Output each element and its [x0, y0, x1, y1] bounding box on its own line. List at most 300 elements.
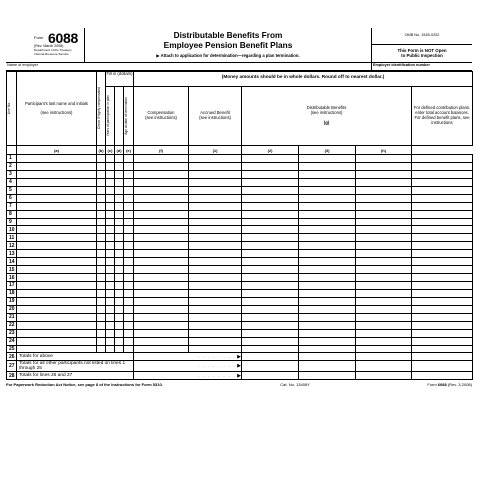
- table-cell[interactable]: [356, 218, 412, 226]
- table-cell[interactable]: [299, 162, 356, 170]
- table-cell[interactable]: [242, 186, 299, 194]
- table-cell[interactable]: [189, 178, 242, 186]
- table-cell[interactable]: [356, 289, 412, 297]
- table-cell[interactable]: [115, 282, 124, 290]
- table-cell[interactable]: [242, 313, 299, 321]
- table-cell[interactable]: [412, 162, 473, 170]
- table-cell[interactable]: [106, 202, 115, 210]
- table-cell[interactable]: [115, 274, 124, 282]
- table-cell[interactable]: [124, 329, 134, 337]
- table-cell[interactable]: [124, 321, 134, 329]
- table-row: [7, 274, 473, 282]
- table-cell[interactable]: [106, 274, 115, 282]
- table-cell[interactable]: [356, 170, 412, 178]
- table-cell[interactable]: [356, 274, 412, 282]
- table-cell[interactable]: [17, 289, 97, 297]
- table-cell[interactable]: [17, 274, 97, 282]
- table-cell[interactable]: [134, 170, 189, 178]
- table-cell[interactable]: [299, 266, 356, 274]
- table-cell[interactable]: [134, 250, 189, 258]
- table-cell[interactable]: [356, 194, 412, 202]
- table-cell[interactable]: [412, 282, 473, 290]
- table-cell[interactable]: [106, 178, 115, 186]
- table-cell[interactable]: [242, 266, 299, 274]
- table-cell[interactable]: [115, 170, 124, 178]
- table-cell[interactable]: [412, 321, 473, 329]
- table-cell[interactable]: [356, 266, 412, 274]
- table-cell[interactable]: [124, 337, 134, 345]
- table-cell[interactable]: [189, 234, 242, 242]
- table-cell[interactable]: [189, 329, 242, 337]
- table-cell[interactable]: [242, 305, 299, 313]
- defined-contrib-label: For defined contribution plans, enter total account balances. For defined benefit plans, see instructions: [413, 105, 471, 125]
- table-cell[interactable]: [189, 202, 242, 210]
- table-cell[interactable]: [356, 226, 412, 234]
- totals-cell[interactable]: [412, 353, 473, 361]
- leader-dots: . . . . . . . .: [198, 353, 237, 359]
- table-cell[interactable]: [97, 282, 106, 290]
- table-cell[interactable]: [189, 289, 242, 297]
- table-cell[interactable]: [189, 337, 242, 345]
- table-cell[interactable]: [412, 305, 473, 313]
- table-cell[interactable]: [115, 186, 124, 194]
- table-cell[interactable]: [97, 194, 106, 202]
- table-cell[interactable]: [189, 321, 242, 329]
- table-cell[interactable]: [124, 297, 134, 305]
- table-cell[interactable]: [299, 305, 356, 313]
- table-cell[interactable]: [106, 226, 115, 234]
- table-cell[interactable]: [299, 274, 356, 282]
- table-cell[interactable]: [412, 313, 473, 321]
- employer-name-field[interactable]: Name of employer: [7, 63, 39, 67]
- table-cell[interactable]: [356, 234, 412, 242]
- totals-cell[interactable]: [356, 361, 412, 372]
- table-cell[interactable]: [412, 297, 473, 305]
- table-cell[interactable]: [17, 297, 97, 305]
- table-cell[interactable]: [124, 170, 134, 178]
- table-cell[interactable]: [115, 242, 124, 250]
- table-cell[interactable]: [97, 218, 106, 226]
- table-cell[interactable]: [242, 345, 299, 353]
- table-cell[interactable]: [115, 266, 124, 274]
- table-cell[interactable]: [124, 155, 134, 163]
- table-cell[interactable]: [97, 321, 106, 329]
- table-cell[interactable]: [97, 234, 106, 242]
- table-cell[interactable]: [106, 266, 115, 274]
- table-cell[interactable]: [115, 178, 124, 186]
- table-cell[interactable]: [17, 250, 97, 258]
- table-cell[interactable]: [134, 162, 189, 170]
- table-cell[interactable]: [17, 218, 97, 226]
- table-cell[interactable]: [412, 170, 473, 178]
- table-cell[interactable]: [97, 202, 106, 210]
- table-cell[interactable]: [299, 258, 356, 266]
- table-cell[interactable]: [412, 337, 473, 345]
- table-cell[interactable]: [299, 234, 356, 242]
- table-cell[interactable]: [106, 258, 115, 266]
- table-cell[interactable]: [97, 313, 106, 321]
- table-cell[interactable]: [124, 242, 134, 250]
- table-cell[interactable]: [356, 250, 412, 258]
- table-cell[interactable]: [412, 258, 473, 266]
- totals-cell[interactable]: [299, 372, 356, 380]
- totals-cell[interactable]: [242, 372, 299, 380]
- line-number: 8: [7, 210, 17, 218]
- table-cell[interactable]: [412, 226, 473, 234]
- table-cell[interactable]: [299, 321, 356, 329]
- table-cell[interactable]: [106, 345, 115, 353]
- table-cell[interactable]: [299, 250, 356, 258]
- table-cell[interactable]: [356, 178, 412, 186]
- table-cell[interactable]: [97, 170, 106, 178]
- table-cell[interactable]: [17, 186, 97, 194]
- table-cell[interactable]: [17, 337, 97, 345]
- table-cell[interactable]: [124, 345, 134, 353]
- table-cell[interactable]: [17, 345, 97, 353]
- table-cell[interactable]: [412, 289, 473, 297]
- table-cell[interactable]: [134, 234, 189, 242]
- table-cell[interactable]: [134, 313, 189, 321]
- table-cell[interactable]: [115, 226, 124, 234]
- table-cell[interactable]: [106, 321, 115, 329]
- table-cell[interactable]: [189, 274, 242, 282]
- table-cell[interactable]: [412, 266, 473, 274]
- table-cell[interactable]: [106, 297, 115, 305]
- table-cell[interactable]: [115, 329, 124, 337]
- table-cell[interactable]: [242, 250, 299, 258]
- table-cell[interactable]: [189, 170, 242, 178]
- table-cell[interactable]: [97, 345, 106, 353]
- table-cell[interactable]: [134, 321, 189, 329]
- table-cell[interactable]: [17, 202, 97, 210]
- table-cell[interactable]: [124, 178, 134, 186]
- table-cell[interactable]: [299, 186, 356, 194]
- table-cell[interactable]: [412, 345, 473, 353]
- table-cell[interactable]: [134, 178, 189, 186]
- table-cell[interactable]: [299, 289, 356, 297]
- table-cell[interactable]: [242, 337, 299, 345]
- table-cell[interactable]: [356, 155, 412, 163]
- table-cell[interactable]: [106, 289, 115, 297]
- table-cell[interactable]: [17, 242, 97, 250]
- table-cell[interactable]: [412, 210, 473, 218]
- table-cell[interactable]: [17, 210, 97, 218]
- table-cell[interactable]: [356, 313, 412, 321]
- table-cell[interactable]: [106, 305, 115, 313]
- table-cell[interactable]: [189, 218, 242, 226]
- table-cell[interactable]: [106, 250, 115, 258]
- table-cell[interactable]: [299, 242, 356, 250]
- table-cell[interactable]: [97, 305, 106, 313]
- table-cell[interactable]: [115, 218, 124, 226]
- table-cell[interactable]: [189, 162, 242, 170]
- table-cell[interactable]: [299, 194, 356, 202]
- table-cell[interactable]: [106, 313, 115, 321]
- totals-cell[interactable]: [242, 353, 299, 361]
- table-cell[interactable]: [356, 321, 412, 329]
- table-cell[interactable]: [17, 329, 97, 337]
- table-cell[interactable]: [299, 170, 356, 178]
- table-cell[interactable]: [115, 250, 124, 258]
- table-cell[interactable]: [134, 305, 189, 313]
- table-cell[interactable]: [189, 242, 242, 250]
- column-letter: (b): [98, 147, 104, 153]
- table-cell[interactable]: [115, 258, 124, 266]
- table-cell[interactable]: [242, 329, 299, 337]
- table-cell[interactable]: [115, 289, 124, 297]
- table-cell[interactable]: [17, 155, 97, 163]
- table-cell[interactable]: [106, 186, 115, 194]
- table-cell[interactable]: [189, 345, 242, 353]
- table-cell[interactable]: [412, 234, 473, 242]
- table-cell[interactable]: [134, 242, 189, 250]
- totals-cell[interactable]: [242, 361, 299, 372]
- table-cell[interactable]: [17, 282, 97, 290]
- table-cell[interactable]: [242, 155, 299, 163]
- table-cell[interactable]: [356, 162, 412, 170]
- table-cell[interactable]: [97, 329, 106, 337]
- table-cell[interactable]: [134, 345, 189, 353]
- table-cell[interactable]: [134, 186, 189, 194]
- table-cell[interactable]: [134, 274, 189, 282]
- table-cell[interactable]: [356, 345, 412, 353]
- table-cell[interactable]: [134, 218, 189, 226]
- table-cell[interactable]: [356, 202, 412, 210]
- table-cell[interactable]: [124, 162, 134, 170]
- table-cell[interactable]: [17, 194, 97, 202]
- table-cell[interactable]: [115, 194, 124, 202]
- totals-cell[interactable]: [412, 361, 473, 372]
- table-cell[interactable]: [299, 202, 356, 210]
- table-cell[interactable]: [189, 194, 242, 202]
- table-cell[interactable]: [17, 226, 97, 234]
- table-cell[interactable]: [124, 234, 134, 242]
- totals-cell[interactable]: [299, 361, 356, 372]
- table-cell[interactable]: [299, 155, 356, 163]
- table-cell[interactable]: [299, 226, 356, 234]
- table-cell[interactable]: [242, 274, 299, 282]
- table-cell[interactable]: [106, 210, 115, 218]
- table-cell[interactable]: [124, 282, 134, 290]
- table-cell[interactable]: [106, 282, 115, 290]
- table-cell[interactable]: [242, 282, 299, 290]
- table-cell[interactable]: [189, 155, 242, 163]
- table-cell[interactable]: [189, 297, 242, 305]
- table-cell[interactable]: [134, 297, 189, 305]
- table-cell[interactable]: [106, 337, 115, 345]
- table-cell[interactable]: [106, 162, 115, 170]
- line-number: 17: [7, 282, 17, 290]
- table-cell[interactable]: [115, 234, 124, 242]
- table-cell[interactable]: [124, 202, 134, 210]
- table-cell[interactable]: [189, 226, 242, 234]
- table-cell[interactable]: [242, 226, 299, 234]
- totals-cell[interactable]: [356, 353, 412, 361]
- table-cell[interactable]: [134, 210, 189, 218]
- table-cell[interactable]: [242, 321, 299, 329]
- table-cell[interactable]: [356, 297, 412, 305]
- table-cell[interactable]: [115, 305, 124, 313]
- table-cell[interactable]: [356, 282, 412, 290]
- table-cell[interactable]: [189, 258, 242, 266]
- table-cell[interactable]: [299, 337, 356, 345]
- table-cell[interactable]: [189, 282, 242, 290]
- table-cell[interactable]: [115, 210, 124, 218]
- table-cell[interactable]: [115, 155, 124, 163]
- table-cell[interactable]: [189, 266, 242, 274]
- table-cell[interactable]: [356, 186, 412, 194]
- table-cell[interactable]: [412, 202, 473, 210]
- table-cell[interactable]: [299, 210, 356, 218]
- totals-cell[interactable]: [299, 353, 356, 361]
- table-cell[interactable]: [356, 258, 412, 266]
- table-cell[interactable]: [17, 305, 97, 313]
- table-cell[interactable]: [115, 345, 124, 353]
- table-cell[interactable]: [412, 186, 473, 194]
- totals-cell[interactable]: [412, 372, 473, 380]
- table-cell[interactable]: [299, 297, 356, 305]
- table-cell[interactable]: [356, 210, 412, 218]
- table-cell[interactable]: [134, 329, 189, 337]
- table-cell[interactable]: [115, 321, 124, 329]
- table-cell[interactable]: [17, 234, 97, 242]
- table-cell[interactable]: [106, 329, 115, 337]
- table-cell[interactable]: [299, 329, 356, 337]
- table-cell[interactable]: [115, 297, 124, 305]
- ein-field[interactable]: Employer identification number: [371, 63, 472, 70]
- table-cell[interactable]: [189, 186, 242, 194]
- table-cell[interactable]: [106, 155, 115, 163]
- table-cell[interactable]: [412, 242, 473, 250]
- table-cell[interactable]: [356, 329, 412, 337]
- table-cell[interactable]: [97, 258, 106, 266]
- table-cell[interactable]: [412, 178, 473, 186]
- table-cell[interactable]: [242, 202, 299, 210]
- table-cell[interactable]: [97, 155, 106, 163]
- table-cell[interactable]: [115, 162, 124, 170]
- table-cell[interactable]: [17, 321, 97, 329]
- table-cell[interactable]: [299, 218, 356, 226]
- table-cell[interactable]: [115, 202, 124, 210]
- table-row: [7, 194, 473, 202]
- table-cell[interactable]: [97, 250, 106, 258]
- table-cell[interactable]: [134, 194, 189, 202]
- table-cell[interactable]: [412, 218, 473, 226]
- table-cell[interactable]: [134, 258, 189, 266]
- table-cell[interactable]: [356, 305, 412, 313]
- table-cell[interactable]: [412, 250, 473, 258]
- table-cell[interactable]: [124, 194, 134, 202]
- table-cell[interactable]: [124, 289, 134, 297]
- table-cell[interactable]: [134, 226, 189, 234]
- table-cell[interactable]: [189, 305, 242, 313]
- table-cell[interactable]: [124, 218, 134, 226]
- table-cell[interactable]: [412, 329, 473, 337]
- table-cell[interactable]: [299, 313, 356, 321]
- table-cell[interactable]: [106, 242, 115, 250]
- table-cell[interactable]: [124, 250, 134, 258]
- table-cell[interactable]: [97, 186, 106, 194]
- table-cell[interactable]: [106, 218, 115, 226]
- totals-row: [7, 353, 473, 361]
- table-cell[interactable]: [299, 282, 356, 290]
- table-cell[interactable]: [299, 178, 356, 186]
- table-cell[interactable]: [97, 337, 106, 345]
- table-cell[interactable]: [356, 242, 412, 250]
- table-cell[interactable]: [134, 337, 189, 345]
- table-cell[interactable]: [97, 178, 106, 186]
- table-cell[interactable]: [115, 337, 124, 345]
- table-cell[interactable]: [412, 155, 473, 163]
- table-cell[interactable]: [124, 305, 134, 313]
- table-cell[interactable]: [242, 218, 299, 226]
- table-cell[interactable]: [189, 313, 242, 321]
- form-label: Form: [34, 35, 44, 40]
- table-cell[interactable]: [134, 282, 189, 290]
- table-cell[interactable]: [17, 178, 97, 186]
- table-cell[interactable]: [124, 226, 134, 234]
- table-cell[interactable]: [242, 178, 299, 186]
- table-cell[interactable]: [242, 242, 299, 250]
- table-cell[interactable]: [242, 258, 299, 266]
- table-cell[interactable]: [17, 266, 97, 274]
- table-cell[interactable]: [97, 210, 106, 218]
- table-cell[interactable]: [124, 186, 134, 194]
- table-cell[interactable]: [412, 274, 473, 282]
- table-cell[interactable]: [97, 266, 106, 274]
- table-cell[interactable]: [412, 194, 473, 202]
- table-cell[interactable]: [134, 266, 189, 274]
- table-cell[interactable]: [106, 234, 115, 242]
- table-cell[interactable]: [97, 242, 106, 250]
- table-cell[interactable]: [242, 289, 299, 297]
- table-cell[interactable]: [124, 258, 134, 266]
- table-cell[interactable]: [97, 274, 106, 282]
- table-cell[interactable]: [189, 210, 242, 218]
- table-cell[interactable]: [106, 170, 115, 178]
- table-cell[interactable]: [124, 266, 134, 274]
- table-cell[interactable]: [124, 274, 134, 282]
- table-cell[interactable]: [189, 250, 242, 258]
- table-cell[interactable]: [17, 170, 97, 178]
- table-cell[interactable]: [124, 313, 134, 321]
- table-cell[interactable]: [134, 202, 189, 210]
- table-cell[interactable]: [97, 289, 106, 297]
- table-cell[interactable]: [17, 313, 97, 321]
- table-cell[interactable]: [299, 345, 356, 353]
- table-cell[interactable]: [106, 194, 115, 202]
- table-cell[interactable]: [356, 337, 412, 345]
- table-cell[interactable]: [242, 162, 299, 170]
- table-cell[interactable]: [17, 162, 97, 170]
- table-cell[interactable]: [115, 313, 124, 321]
- table-cell[interactable]: [242, 194, 299, 202]
- table-cell[interactable]: [17, 258, 97, 266]
- table-cell[interactable]: [242, 210, 299, 218]
- table-cell[interactable]: [97, 162, 106, 170]
- table-cell[interactable]: [124, 210, 134, 218]
- table-cell[interactable]: [97, 226, 106, 234]
- table-cell[interactable]: [97, 297, 106, 305]
- table-cell[interactable]: [134, 155, 189, 163]
- totals-cell[interactable]: [356, 372, 412, 380]
- totals-label-cell: [17, 353, 134, 361]
- table-cell[interactable]: [134, 289, 189, 297]
- table-cell[interactable]: [242, 170, 299, 178]
- table-cell[interactable]: [242, 297, 299, 305]
- table-cell[interactable]: [242, 234, 299, 242]
- cat-number: Cat. No. 13408Y: [280, 382, 310, 388]
